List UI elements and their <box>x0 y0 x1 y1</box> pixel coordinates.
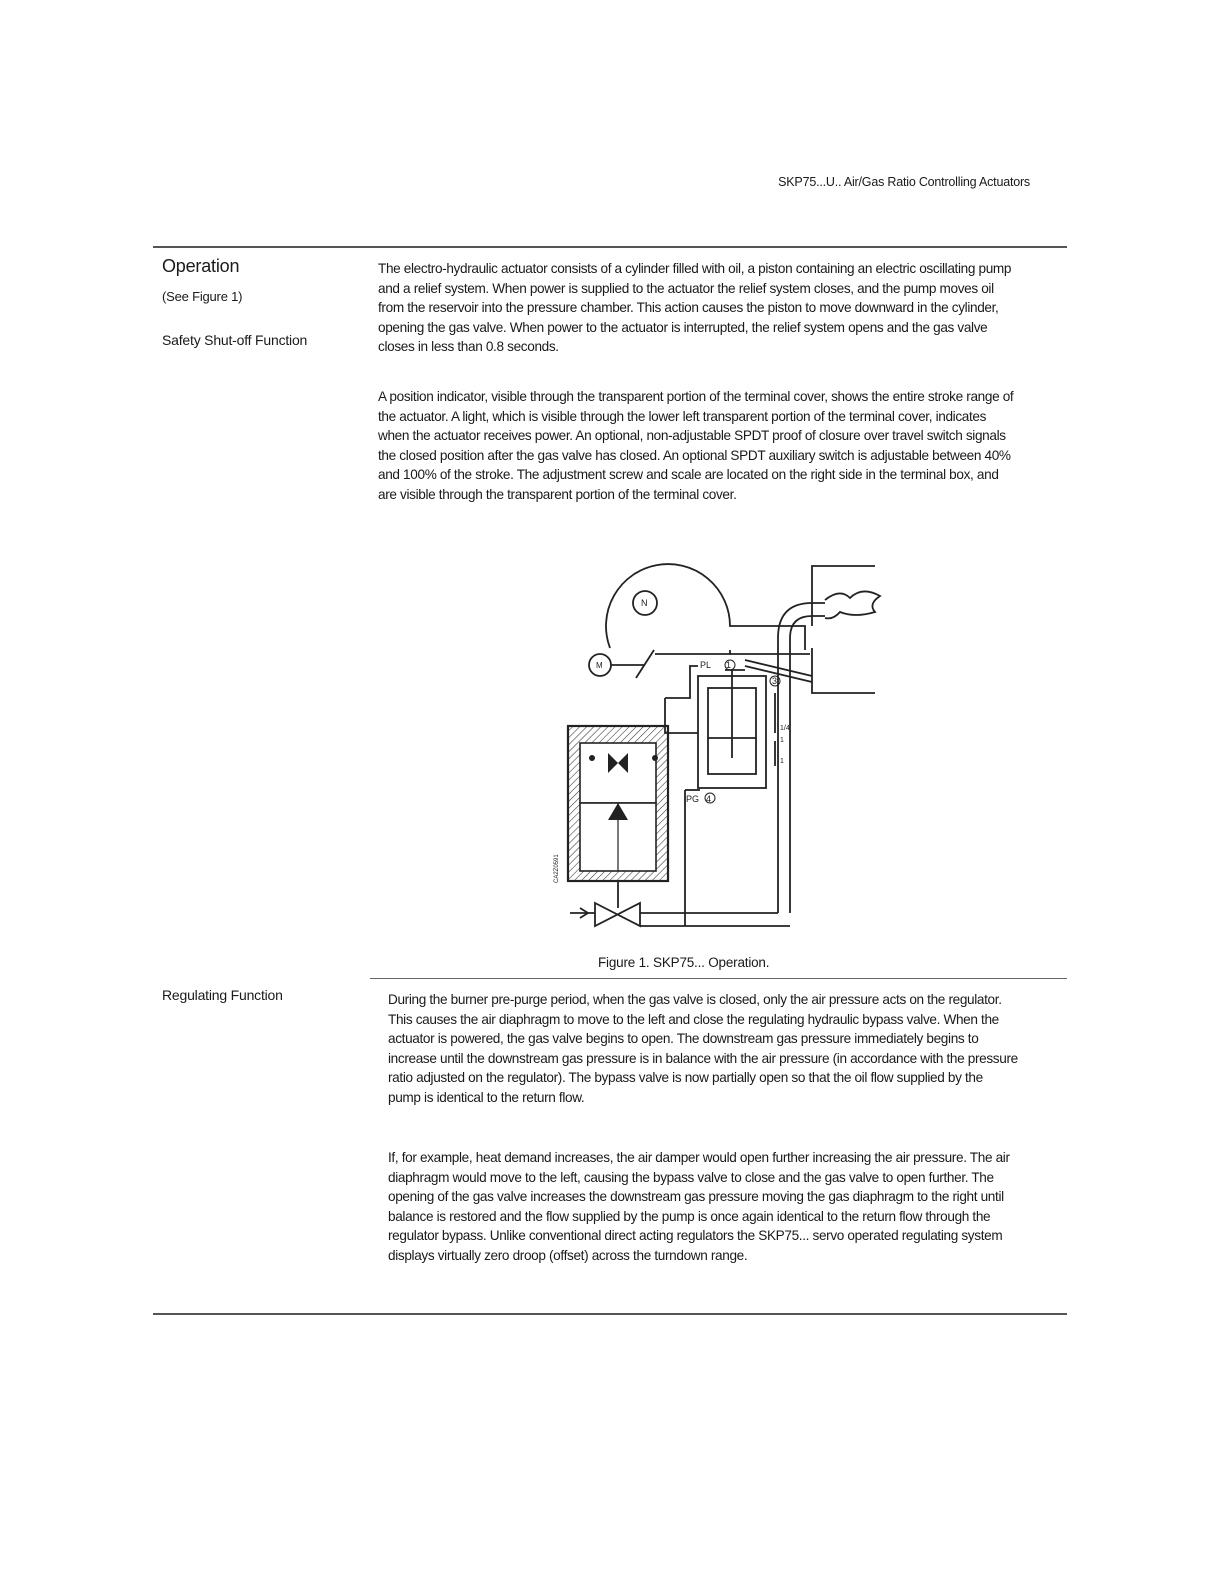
regulating-heading: Regulating Function <box>162 987 283 1003</box>
paragraph-position-indicator: A position indicator, visible through the transparent portion of the terminal cover, shows the entire stroke range of the actuator. A light, which is visible through the lower left transparent portion of the terminal cover, indicates when the actuator receives power. An optional, non-adjustable SPDT proof of closure over travel switch signals the closed position after the gas valve has closed. An optional SPDT auxiliary switch is adjustable between 40% and 100% of the stroke. The adjustment screw and scale are located on the right side in the terminal box, and are visible through the transparent portion of the terminal cover. <box>378 389 1014 502</box>
figure-reference: (See Figure 1) <box>162 289 243 304</box>
burner-flame <box>825 591 880 618</box>
section-title: Operation <box>162 256 240 276</box>
section-rule-top <box>153 246 1067 248</box>
chamber-wall-bottom <box>812 648 875 693</box>
scale-label-3: 1 <box>780 758 784 765</box>
pg-label: PG <box>686 794 700 804</box>
air-impulse-line <box>655 650 730 654</box>
paragraph-actuator: The electro-hydraulic actuator consists of a cylinder filled with oil, a piston containing an electric oscillating pump and a relief system. When power is supplied to the actuator the relief system closes, and the pump moves oil from the reservoir into the pressure chamber. This action causes the piston to move downward in the cylinder, opening the gas valve. When power to the actuator is interrupted, the relief system opens and the gas valve closes in less than 0.8 seconds. <box>378 261 1012 355</box>
paragraph-heat-demand: If, for example, heat demand increases, the air damper would open further increasing the air pressure. The air diaphragm would move to the left, causing the bypass valve to close and the gas valve to open further. The opening of the gas valve increases the downstream gas pressure moving the gas diaphragm to the right until balance is restored and the flow supplied by the pump is once again identical to the return flow through the regulator bypass. Unlike conventional direct acting regulators the SKP75... servo operated regulating system displays virtually zero droop (offset) across the turndown range. <box>388 1150 1010 1263</box>
motor-label: M <box>596 661 603 670</box>
pg-number: 4 <box>706 794 712 804</box>
chamber-wall-top <box>812 566 875 626</box>
gas-pipe-outer <box>790 616 825 913</box>
air-damper <box>636 650 654 678</box>
paragraph-prepurge: During the burner pre-purge period, when the gas valve is closed, only the air pressure acts on the regulator. This causes the air diaphragm to move to the left and close the regulating hydraulic bypass valve. When the actuator is powered, the gas valve begins to open. The downstream gas pressure immediately begins to increase until the downstream gas pressure is in balance with the air pressure (in accordance with the pressure ratio adjusted on the regulator). The bypass valve is now partially open so that the oil flow supplied by the pump is identical to the return flow. <box>388 992 1018 1105</box>
blower-housing <box>606 564 805 650</box>
scale-label-2: 1 <box>780 737 784 744</box>
pl-number: 1 <box>726 660 732 670</box>
figure-caption: Figure 1. SKP75... Operation. <box>598 955 770 970</box>
running-header: SKP75...U.. Air/Gas Ratio Controlling Actuators <box>778 175 1030 189</box>
pl-label: PL <box>700 660 712 670</box>
section-rule-bottom <box>153 1313 1067 1315</box>
gas-pipe-inner <box>778 603 825 913</box>
figure-rule <box>370 978 1067 979</box>
operation-diagram <box>550 558 890 950</box>
safety-heading: Safety Shut-off Function <box>162 332 308 348</box>
fan-label: N <box>641 598 648 608</box>
drawing-code: CA2Z0591 <box>554 854 560 883</box>
scale-label-1: 1/4 <box>780 725 790 732</box>
label-three: 3 <box>772 676 778 686</box>
